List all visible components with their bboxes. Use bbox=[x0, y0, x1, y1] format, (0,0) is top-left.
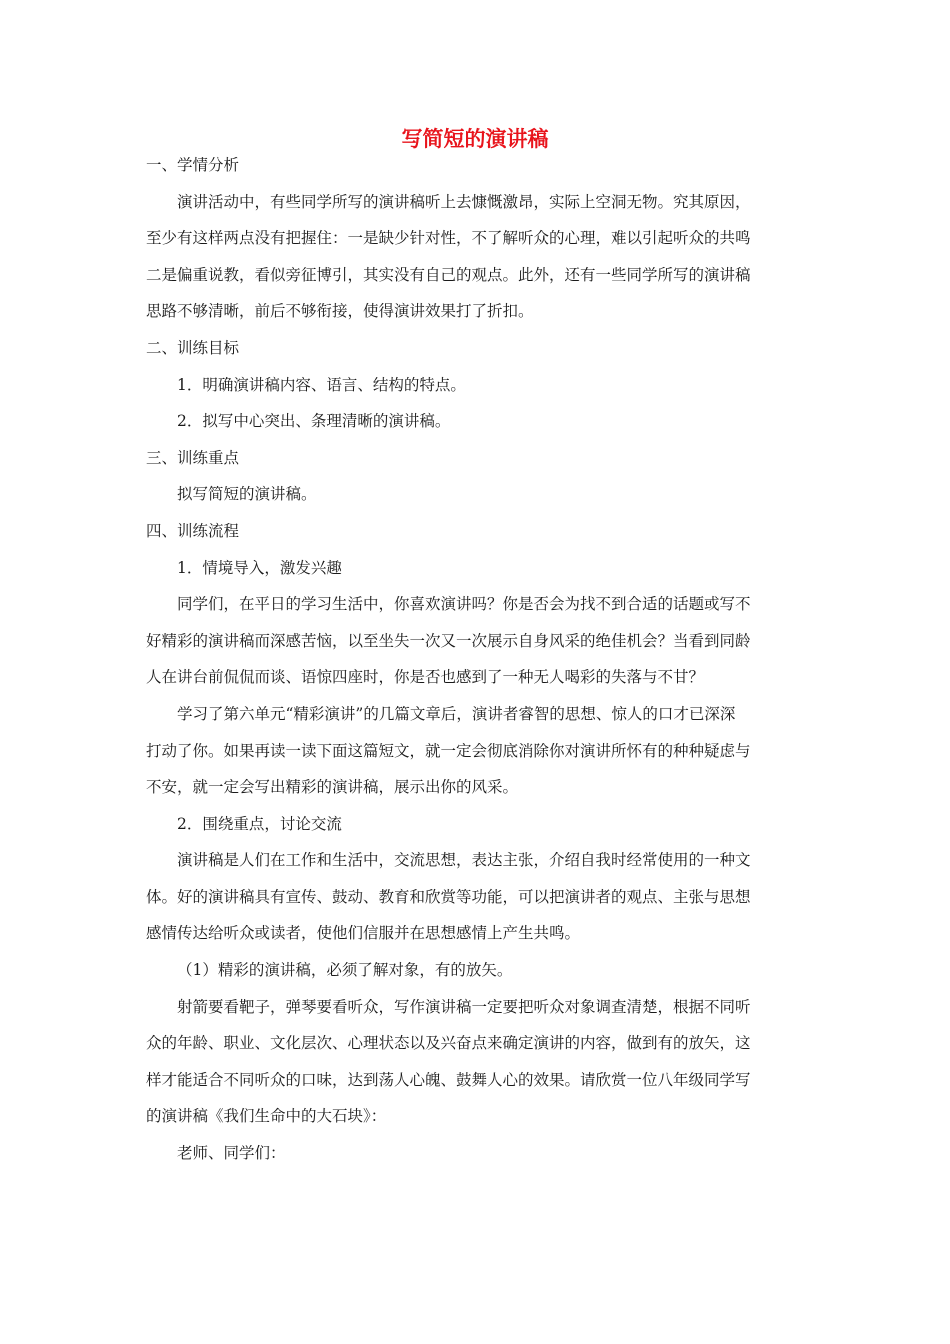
point-heading: （1）精彩的演讲稿，必须了解对象，有的放矢。 bbox=[177, 961, 513, 980]
section-heading: 三、训练重点 bbox=[146, 448, 240, 467]
body-line: 众的年龄、职业、文化层次、心理状态以及兴奋点来确定演讲的内容，做到有的放矢，这 bbox=[146, 1034, 751, 1053]
body-line: 打动了你。如果再读一读下面这篇短文，就一定会彻底消除你对演讲所怀有的种种疑虑与 bbox=[146, 741, 751, 760]
body-line: 样才能适合不同听众的口味，达到荡人心魄、鼓舞人心的效果。请欣赏一位八年级同学写 bbox=[146, 1070, 751, 1089]
section-heading: 二、训练目标 bbox=[146, 338, 240, 357]
body-line: 演讲活动中，有些同学所写的演讲稿听上去慷慨激昂，实际上空洞无物。究其原因， bbox=[177, 192, 751, 211]
list-item: 2．拟写中心突出、条理清晰的演讲稿。 bbox=[177, 412, 451, 431]
body-line: 至少有这样两点没有把握住：一是缺少针对性，不了解听众的心理，难以引起听众的共鸣 bbox=[146, 229, 751, 248]
document-body bbox=[146, 147, 811, 1172]
body-line: 好精彩的演讲稿而深感苦恼，以至坐失一次又一次展示自身风采的绝佳机会？当看到同龄 bbox=[146, 631, 751, 650]
body-line: 思路不够清晰，前后不够衔接，使得演讲效果打了折扣。 bbox=[146, 302, 534, 321]
body-line: 二是偏重说教，看似旁征博引，其实没有自己的观点。此外，还有一些同学所写的演讲稿 bbox=[146, 265, 751, 284]
subsection-heading: 2．围绕重点，讨论交流 bbox=[177, 814, 342, 833]
body-line: 拟写简短的演讲稿。 bbox=[177, 485, 317, 504]
body-line: 的演讲稿《我们生命中的大石块》： bbox=[146, 1107, 387, 1126]
body-line: 感情传达给听众或读者，使他们信服并在思想感情上产生共鸣。 bbox=[146, 924, 581, 943]
subsection-heading: 1．情境导入，激发兴趣 bbox=[177, 558, 342, 577]
body-line: 射箭要看靶子，弹琴要看听众，写作演讲稿一定要把听众对象调查清楚，根据不同听 bbox=[177, 997, 751, 1016]
body-line: 人在讲台前侃侃而谈、语惊四座时，你是否也感到了一种无人喝彩的失落与不甘？ bbox=[146, 668, 705, 687]
body-line: 同学们，在平日的学习生活中，你喜欢演讲吗？你是否会为找不到合适的话题或写不 bbox=[177, 595, 751, 614]
document-title: 写简短的演讲稿 bbox=[401, 127, 549, 151]
section-heading: 一、学情分析 bbox=[146, 156, 240, 174]
section-heading: 四、训练流程 bbox=[146, 521, 240, 540]
body-line: 演讲稿是人们在工作和生活中，交流思想，表达主张，介绍自我时经常使用的一种文 bbox=[177, 851, 751, 870]
list-item: 1．明确演讲稿内容、语言、结构的特点。 bbox=[177, 375, 466, 394]
body-line: 体。好的演讲稿具有宣传、鼓动、教育和欣赏等功能，可以把演讲者的观点、主张与思想 bbox=[146, 887, 751, 906]
speech-salutation: 老师、同学们： bbox=[177, 1144, 286, 1163]
body-line: 不安，就一定会写出精彩的演讲稿，展示出你的风采。 bbox=[146, 778, 519, 797]
body-line: 学习了第六单元“精彩演讲”的几篇文章后，演讲者睿智的思想、惊人的口才已深深 bbox=[177, 704, 736, 723]
